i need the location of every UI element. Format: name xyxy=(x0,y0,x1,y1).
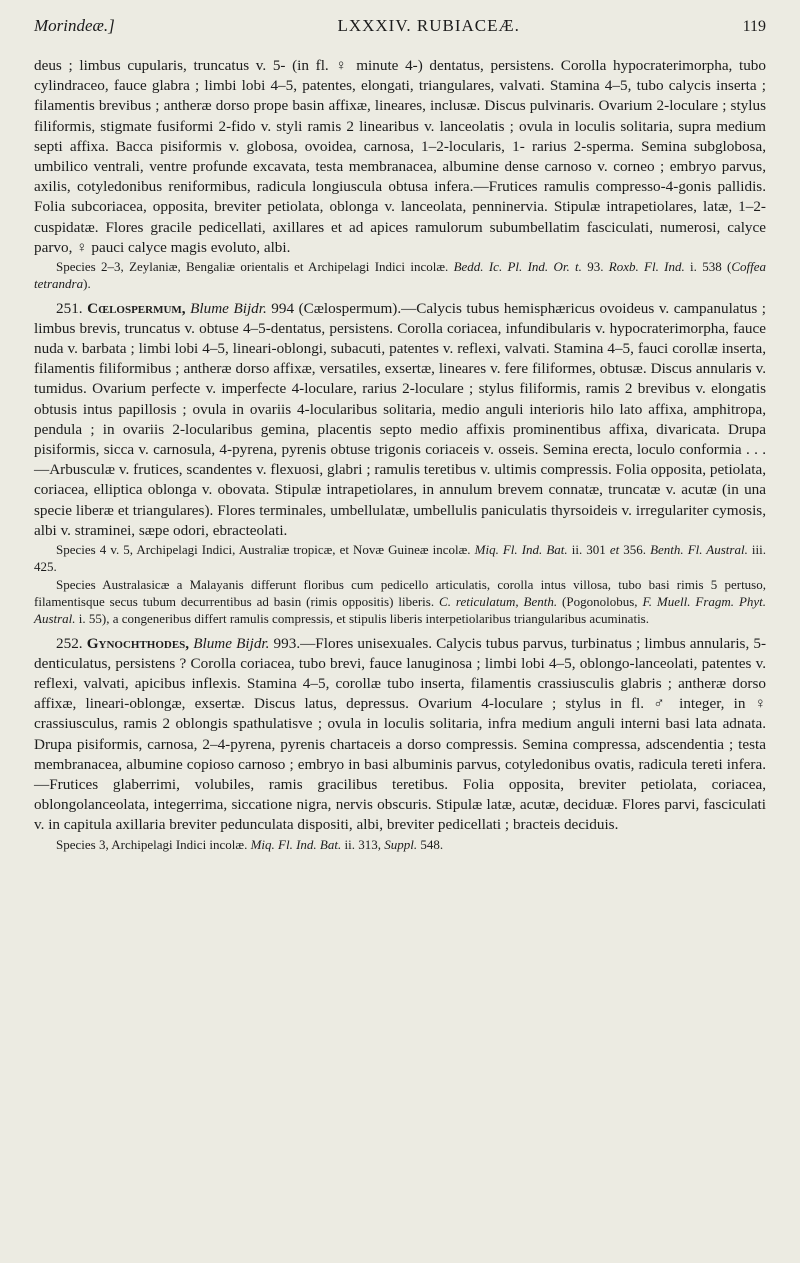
genus-authority: Blume Bijdr. xyxy=(190,299,267,317)
species-note-4: Species 3, Archipelagi Indici incolæ. Miq. Fl. Ind. Bat. ii. 313, Suppl. 548. xyxy=(56,836,444,852)
running-head-family: LXXXIV. RUBIACEÆ. xyxy=(337,16,520,35)
genus-authority: Blume Bijdr. xyxy=(193,634,270,652)
page-number: 119 xyxy=(742,18,766,35)
genus-entry-252 xyxy=(34,634,766,836)
genus-name: Cœlospermum, xyxy=(87,299,186,317)
genus-name: Gynochthodes, xyxy=(86,634,190,652)
genus-description: 994 (Cælospermum).—Calycis tubus hemisphæricus ovoideus v. campanulatus ; limbus brevis, truncatus v. obtuse 4–5-dentatus, persistens. Corolla coriacea, infundibularis v. hypocraterimorpha, fauce nuda v. barbata ; limbi lobi 4–5, lineari-oblongi, subacuti, patentes v. reflexi, valvati. Stamina 4–5, fauci corollæ inserta, filamentis filiformibus ; antheræ dorso affixæ, versatiles, exsertæ, lineares v. fere filiformes, obtusæ. Discus annularis v. tumidus. Ovarium perfecte v. imperfecte 4-loculare, rarius 2-loculare ; stylus filiformis, ramis 2 brevibus v. elongatis obtusis intus papillosis ; ovula in ovariis 4-locularibus solitaria, medio anguli interioris hilo lato affixa, amphitropa, pendula ; in ovariis 2-locularibus gemina, placentis septo medio affixis prominentibus affixa, divaricata. Drupa pisiformis, sicca v. carnosula, 4-pyrena, pyrenis obtuse trigonis coriaceis v. osseis. Semina erecta, loculo conformia . . .—Arbusculæ v. frutices, scandentes v. flexuosi, glabri ; ramulis teretibus v. ultimis compressis. Folia opposita, petiolata, coriacea, elliptica oblonga v. obovata. Stipulæ intrapetiolares, in annulum brevem connatæ, truncatæ v. acutæ (in una specie liberæ et triangulares). Flores terminales, umbellulatæ, umbellulis paniculatis thyrsoideis v. irregulariter cymosis, albi v. straminei, sæpe odori, ebracteolati. xyxy=(34,299,766,539)
genus-description: 993.—Flores unisexuales. Calycis tubus parvus, turbinatus ; limbus annularis, 5-denticulatus, persistens ? Corolla coriacea, tubo brevi, fauce lanuginosa ; limbi lobi 4–5, oblongo-lanceolati, patentes v. reflexi, valvati, apicibus inflexis. Stamina 4–5, corollæ tubo inserta, filamentis crassiusculis glabris ; antheræ dorso affixæ, lineari-oblongæ, exsertæ. Discus latus, depressus. Ovarium 4-loculare ; stylus in fl. ♂ integer, in ♀ crassiusculus, ramis 2 oblongis spathulatisve ; ovula in loculis solitaria, infra medium anguli interni basi lata adnata. Drupa pisiformis, carnosa, 2–4-pyrena, pyrenis chartaceis a dorso compressis. Semina compressa, adscendentia ; testa membranacea, albumine copioso carnoso ; embryo in basi albuminis parvus, cotyledonibus ovatis, radicula tereti infera.—Frutices glaberrimi, volubiles, ramis gracilibus teretibus. Folia opposita, breviter petiolata, coriacea, oblongolanceolata, integerrima, siccatione nigra, nervis obscuris. Stipulæ latæ, acutæ, deciduæ. Flores parvi, fasciculati v. in capitula axillaria breviter pedunculata dispositi, albi, breviter pedicellati ; bracteis deciduis. xyxy=(34,634,767,834)
paragraph-continued-description: deus ; limbus cupularis, truncatus v. 5- (in fl. ♀ minute 4-) dentatus, persistens. Corolla hypocraterimorpha, tubo cylindraceo, fauce glabra ; limbi lobi 4–5, patentes, elongati, triangulares, valvati. Stamina 4–5, tubo calycis inserta ; filamentis brevibus ; antheræ dorso prope basin affixæ, lineares, inclusæ. Discus pulvinaris. Ovarium 2-loculare ; stylus filiformis, stigmate fusiformi 2-fido v. styli ramis 2 linearibus v. lanceolatis ; ovula in loculis solitaria, supra medium septi affixa. Bacca pisiformis v. globosa, ovoidea, carnosa, 1–2-locularis, 1- rarius 2-sperma. Semina subglobosa, umbilico ventrali, ventre profunde excavata, testa membranacea, albumine dense carnoso v. corneo ; embryo parvus, axilis, cotyledonibus reniformibus, radicula longiuscula obtusa infera.—Frutices ramulis compresso-4-gonis pallidis. Folia subcoriacea, opposita, breviter petiolata, oblonga v. lanceolata, penninervia. Stipulæ intrapetiolares, latæ, 1–2-cuspidatæ. Flores gracile pedicellati, axillares et ad apices ramulorum subumbellatim fasciculati, numerosi, calyce parvo, ♀ pauci calyce magis evoluto, albi. xyxy=(34,57,766,256)
genus-entry-251 xyxy=(34,299,766,541)
species-note-1: Species 2–3, Zeylaniæ, Bengaliæ orientalis et Archipelagi Indici incolæ. Bedd. Ic. Pl. Ind. Or. t. 93. Roxb. Fl. Ind. i. 538 (Coffea tetrandra). xyxy=(34,259,766,292)
running-head xyxy=(34,16,766,36)
species-note-2: Species 4 v. 5, Archipelagi Indici, Australiæ tropicæ, et Novæ Guineæ incolæ. Miq. Fl. Ind. Bat. ii. 301 et 356. Benth. Fl. Austral. iii. 425. xyxy=(34,542,766,575)
genus-number: 252. xyxy=(56,634,83,652)
species-note-3: Species Australasicæ a Malayanis differunt floribus cum pedicello articulatis, corolla intus villosa, tubo basi rimis 5 pertuso, filamentisque secus tubum decurrentibus ad basin (rimis oppositis) liberis. C. reticulatum, Benth. (Pogonolobus, F. Muell. Fragm. Phyt. Austral. i. 55), a congeneribus differt ramulis compressis, et stipulis liberis interpetiolaribus triangularibus acuminatis. xyxy=(34,576,767,627)
genus-number: 251. xyxy=(56,299,83,317)
running-head-tribe: Morindeæ.] xyxy=(34,16,115,35)
